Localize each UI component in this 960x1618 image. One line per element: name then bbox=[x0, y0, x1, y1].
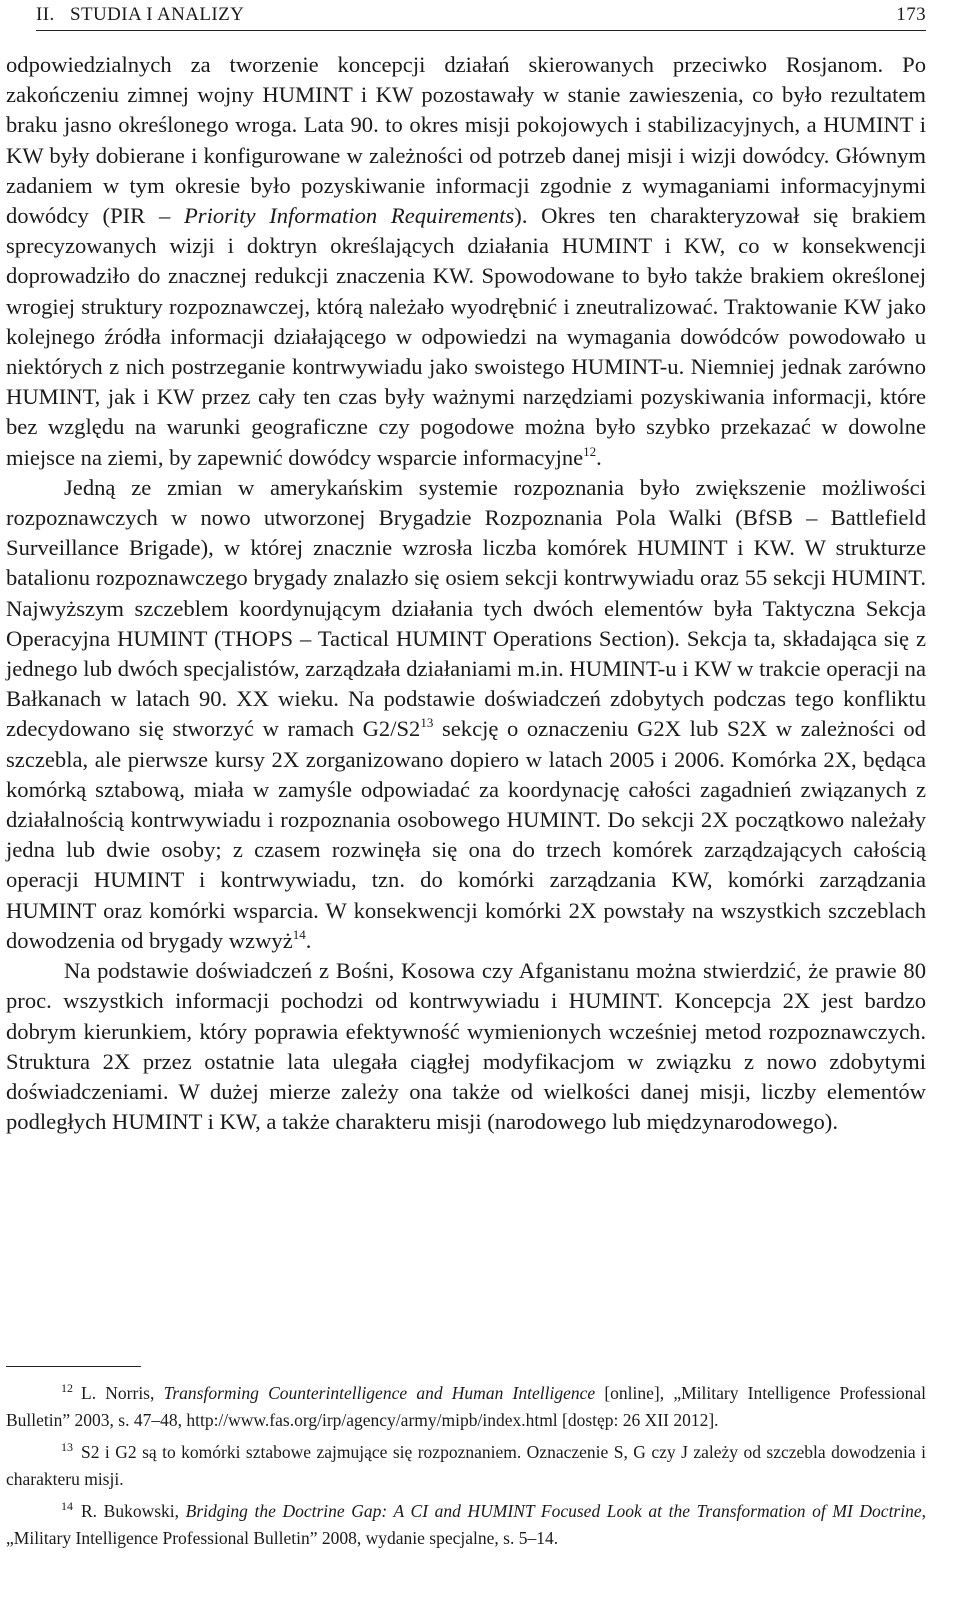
paragraph-text: odpowiedzialnych za tworzenie koncepcji działań skierowanych przeciwko Rosjanom. Po zakończeniu zimnej wojny HUMINT i KW pozostawały w stanie zawieszenia, co było rezultatem braku jasno określonego wroga. Lata 90. to okres misji pokojowych i stabilizacyjnych, a HUMINT i KW były dobierane i konfigurowane w zależności od potrzeb danej misji i wizji dowódcy. Głównym zadaniem w tym okresie było pozyskiwanie informacji zgodnie z wymaganiami informacyjnymi dowódcy (PIR – bbox=[6, 52, 926, 229]
footnote-separator bbox=[6, 1366, 141, 1367]
footnote-text: S2 i G2 są to komórki sztabowe zajmujące się rozpoznaniem. Oznaczenie S, G czy J zależy od szczebla dowodzenia i charakteru misji. bbox=[6, 1442, 926, 1489]
footnote-number: 13 bbox=[61, 1440, 73, 1454]
footnote-14 bbox=[6, 1498, 926, 1551]
paragraph-text: Na podstawie doświadczeń z Bośni, Kosowa czy Afganistanu można stwierdzić, że prawie 80 proc. wszystkich informacji pochodzi od kontrwywiadu i HUMINT. Koncepcja 2X jest bardzo dobrym kierunkiem, który poprawia efektywność wymienionych wcześniej metod rozpoznawczych. Struktura 2X przez ostatnie lata ulegała ciągłej modyfikacjom w związku z nowo zdobytymi doświadczeniami. W dużej mierze zależy ona także od wielkości danej misji, liczby elementów podległych HUMINT i KW, a także charakteru misji (narodowego lub międzynarodowego). bbox=[6, 958, 926, 1135]
italic-term: Priority Information Requirements bbox=[183, 203, 515, 229]
paragraph-text: ). Okres ten charakteryzował się brakiem sprecyzowanych wizji i doktryn określających działania HUMINT i KW, co w konsekwencji doprowadziło do znacznej redukcji znaczenia KW. Spowodowane to było także brakiem określonej wrogiej struktury rozpoznawczej, którą należało wyodrębnić i zneutralizować. Traktowanie KW jako kolejnego źródła informacji działającego w odpowiedzi na wymagania dowódców powodowało u niektórych z nich postrzeganie kontrwywiadu jako swoistego HUMINT-u. Niemniej jednak zarówno HUMINT, jak i KW przez cały ten czas były ważnymi narzędziami pozyskiwania informacji, które bez względu na warunki geograficzne czy pogodowe można było szybko przekazać w dowolne miejsce na ziemi, by zapewnić dowódcy wsparcie informacyjne bbox=[6, 203, 927, 470]
footnote-ref-12[interactable]: 12 bbox=[583, 443, 597, 459]
footnote-13 bbox=[6, 1439, 926, 1492]
footnote-text: L. Norris, bbox=[81, 1383, 164, 1403]
footnote-ref-13[interactable]: 13 bbox=[420, 715, 434, 731]
footnote-title: Bridging the Doctrine Gap: A CI and HUMINT Focused Look at the Transformation of MI Doctrine bbox=[185, 1501, 922, 1521]
paragraph-2 bbox=[6, 473, 926, 956]
body-text bbox=[6, 50, 926, 1137]
paragraph-text: Jedną ze zmian w amerykańskim systemie rozpoznania było zwiększenie możliwości rozpoznawczych w nowo utworzonej Brygadzie Rozpoznania Pola Walki (BfSB – Battlefield Surveillance Brigade), w której znacznie wzrosła liczba komórek HUMINT i KW. W strukturze batalionu rozpoznawczego brygady znalazło się osiem sekcji kontrwywiadu oraz 55 sekcji HUMINT. Najwyższym szczeblem koordynującym działania tych dwóch elementów była Taktyczna Sekcja Operacyjna HUMINT (THOPS – Tactical HUMINT Operations Section). Sekcja ta, składająca się z jednego lub dwóch specjalistów, zarządzała działaniami m.in. HUMINT-u i KW w trakcie operacji na Bałkanach w latach 90. XX wieku. Na podstawie doświadczeń zdobytych podczas tego konfliktu zdecydowano się stworzyć w ramach G2/S2 bbox=[6, 474, 926, 742]
paragraph-text: . bbox=[305, 927, 312, 953]
paragraph-1 bbox=[6, 50, 926, 473]
footnotes bbox=[6, 1380, 926, 1557]
footnote-number: 14 bbox=[61, 1499, 73, 1513]
footnote-text: , „Military Intelligence Professional Bulletin” 2008, wydanie specjalne, s. 5–14. bbox=[6, 1501, 927, 1548]
paragraph-3 bbox=[6, 956, 926, 1137]
footnote-text: R. Bukowski, bbox=[81, 1501, 186, 1521]
section-title: II. STUDIA I ANALIZY bbox=[36, 4, 245, 25]
page-number: 173 bbox=[896, 4, 926, 25]
running-header bbox=[36, 4, 926, 31]
paragraph-text: sekcję o oznaczeniu G2X lub S2X w zależności od szczebla, ale pierwsze kursy 2X zorganizowano dopiero w latach 2005 i 2006. Komórka 2X, będąca komórką sztabową, miała w zamyśle odpowiadać za koordynację całości zagadnień związanych z działalnością kontrwywiadu i rozpoznania osobowego HUMINT. Do sekcji 2X początkowo należały jedna lub dwie osoby; z czasem rozwinęła się ona do trzech komórek zarządzających całością operacji HUMINT i kontrwywiadu, tzn. do komórki zarządzania KW, komórki zarządzania HUMINT oraz komórki wsparcia. W konsekwencji komórki 2X powstały na wszystkich szczeblach dowodzenia od brygady wzwyż bbox=[6, 716, 926, 953]
footnote-12 bbox=[6, 1380, 926, 1433]
footnote-title: Transforming Counterintelligence and Human Intelligence bbox=[163, 1383, 596, 1403]
paragraph-text: . bbox=[596, 444, 602, 470]
footnote-number: 12 bbox=[61, 1381, 73, 1395]
footnote-ref-14[interactable]: 14 bbox=[292, 926, 306, 942]
footnote-text: [online], „Military Intelligence Professional Bulletin” 2003, s. 47–48, http://www.fas.org/irp/agency/army/mipb/index.html [dostęp: 26 XII 2012]. bbox=[6, 1383, 926, 1430]
